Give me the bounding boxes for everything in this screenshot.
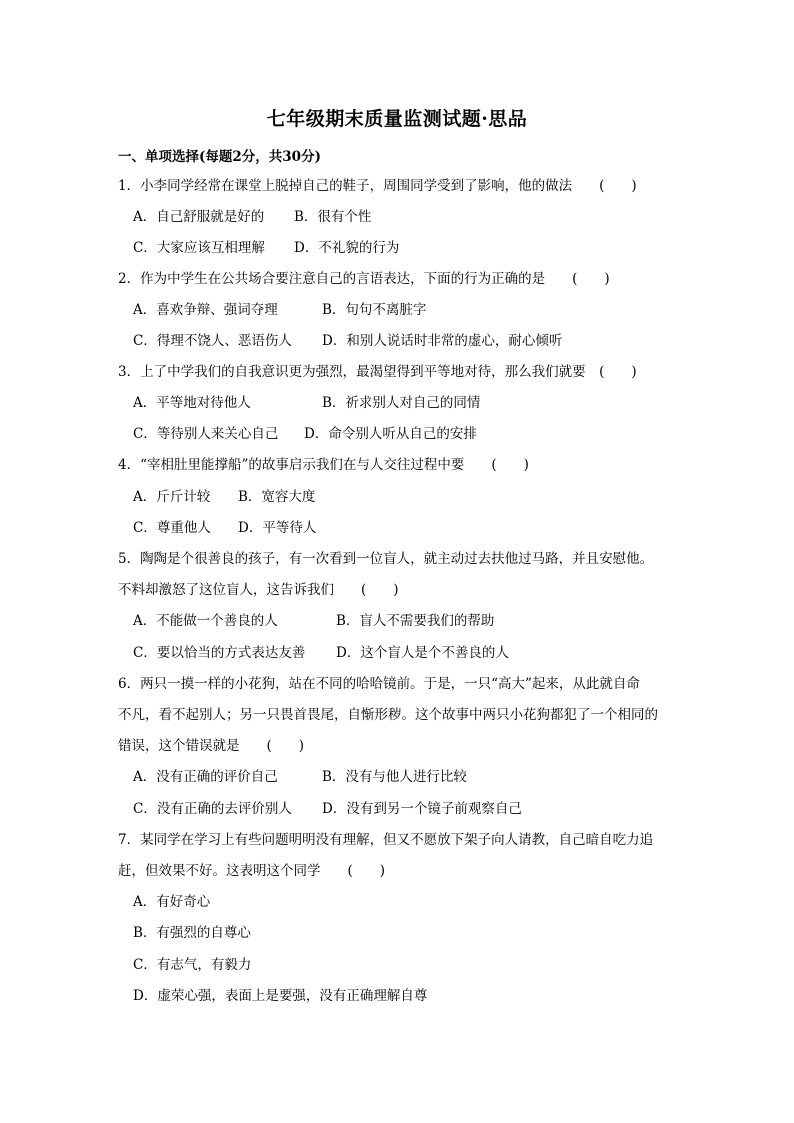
question-3-option-a: A．平等地对待他人 [133,395,251,411]
question-6-option-b: B．没有与他人进行比较 [322,769,467,785]
question-3-option-b: B．祈求别人对自己的同情 [322,395,481,411]
question-6-option-d: D．没有到另一个镜子前观察自己 [322,801,522,817]
question-3-option-c: C．等待别人来关心自己 [133,426,279,442]
question-3-text: 3．上了中学我们的自我意识更为强烈，最渴望得到平等地对待，那么我们就要 ( ) [118,364,637,380]
section-heading: 一、单项选择(每题2分，共30分) [118,149,321,165]
question-7-text-line-2: 赶，但效果不好。这表明这个同学 ( ) [118,863,386,879]
question-4-text: 4．“宰相肚里能撑船”的故事启示我们在与人交往过程中要 ( ) [118,457,529,473]
question-5-option-d: D．这个盲人是个不善良的人 [336,645,509,661]
question-2-option-d: D．和别人说话时非常的虚心，耐心倾听 [322,333,563,349]
question-7-option-a: A．有好奇心 [133,894,211,910]
question-1-option-d: D．不礼貌的行为 [294,240,400,256]
question-1-text: 1．小李同学经常在课堂上脱掉自己的鞋子，周围同学受到了影响，他的做法 ( ) [118,178,637,194]
question-6-text-line-1: 6．两只一摸一样的小花狗，站在不同的哈哈镜前。于是，一只“高大”起来，从此就自命 [118,676,640,692]
question-1-option-a: A．自己舒服就是好的 [133,209,265,225]
question-2-text: 2．作为中学生在公共场合要注意自己的言语表达，下面的行为正确的是 ( ) [118,271,610,287]
question-7-option-c: C．有志气，有毅力 [133,957,252,973]
question-4-option-a: A．斤斤计较 [133,489,211,505]
question-4-option-d: D．平等待人 [238,520,317,536]
question-5-text-line-2: 不料却激怒了这位盲人，这告诉我们 ( ) [118,582,399,598]
question-4-option-c: C．尊重他人 [133,520,211,536]
question-2-option-b: B．句句不离脏字 [322,302,427,318]
question-6-option-a: A．没有正确的评价自己 [133,769,278,785]
question-6-option-c: C．没有正确的去评价别人 [133,801,292,817]
question-7-option-b: B．有强烈的自尊心 [133,925,251,941]
question-2-option-a: A．喜欢争辩、强词夺理 [133,302,278,318]
question-4-option-b: B．宽容大度 [238,489,316,505]
question-3-option-d: D．命令别人听从自己的安排 [304,426,477,442]
question-1-option-c: C．大家应该互相理解 [133,240,265,256]
question-7-option-d: D．虚荣心强，表面上是要强，没有正确理解自尊 [133,988,428,1004]
question-2-option-c: C．得理不饶人、恶语伤人 [133,333,292,349]
question-6-text-line-3: 错误，这个错误就是 ( ) [118,738,305,754]
question-1-option-b: B．很有个性 [294,209,372,225]
question-5-option-c: C．要以恰当的方式表达友善 [133,645,306,661]
question-5-option-a: A．不能做一个善良的人 [133,613,278,629]
page-title: 七年级期末质量监测试题·思品 [266,108,528,130]
question-5-text-line-1: 5．陶陶是个很善良的孩子，有一次看到一位盲人，就主动过去扶他过马路，并且安慰他。 [118,551,654,567]
question-6-text-line-2: 不凡，看不起别人；另一只畏首畏尾，自惭形秽。这个故事中两只小花狗都犯了一个相同的 [118,707,658,723]
question-5-option-b: B．盲人不需要我们的帮助 [336,613,495,629]
question-7-text-line-1: 7．某同学在学习上有些问题明明没有理解，但又不愿放下架子向人请教，自己暗自吃力追 [118,832,654,848]
